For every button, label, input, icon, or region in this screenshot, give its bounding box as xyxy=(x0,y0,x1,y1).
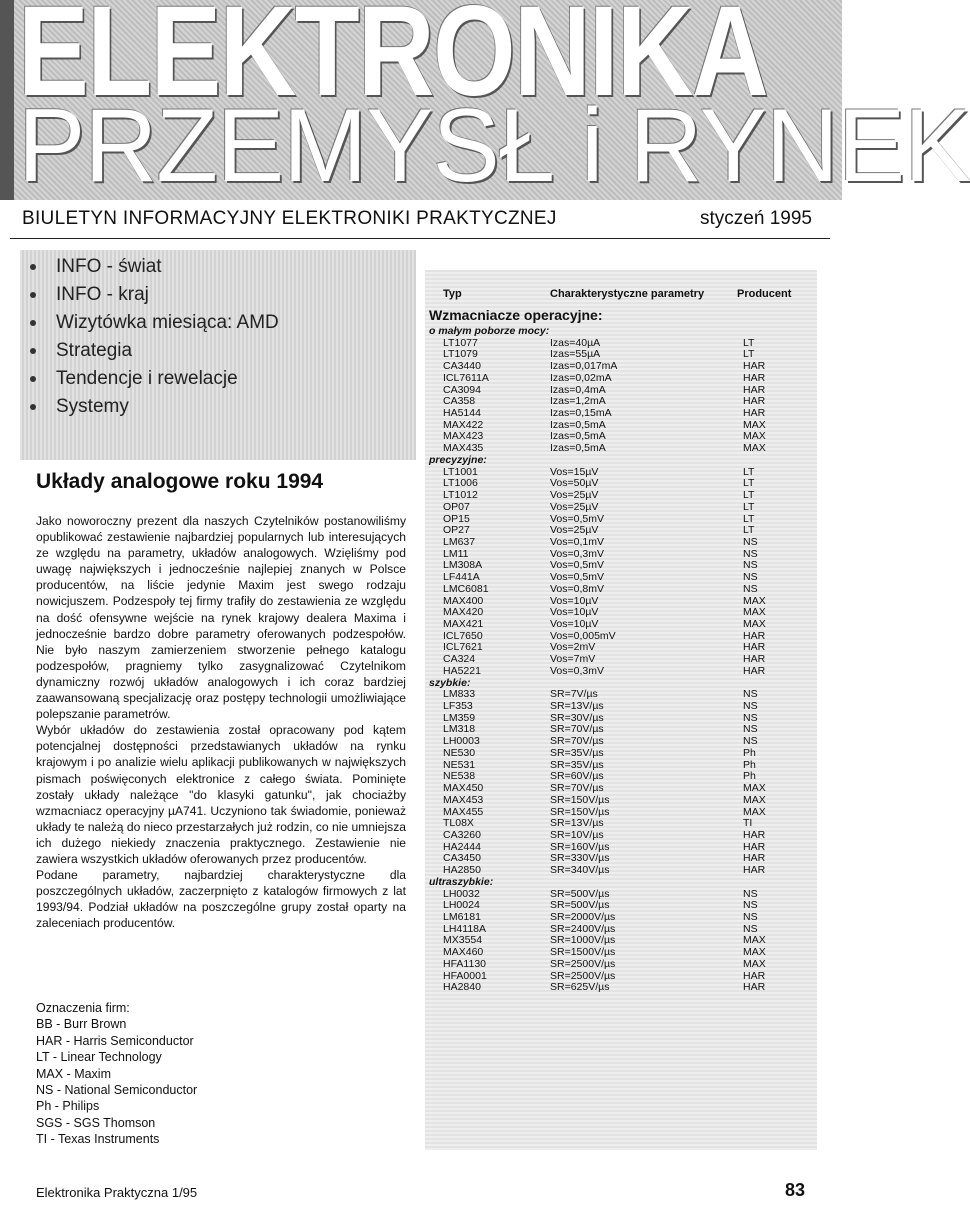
part-param: Vos=0,005mV xyxy=(550,629,616,642)
masthead-title-line2: PRZEMYSŁ i RYNEK xyxy=(18,88,970,204)
table-row xyxy=(0,981,842,993)
part-type: LF441A xyxy=(443,571,480,584)
firm-legend-item: LT - Linear Technology xyxy=(36,1050,162,1065)
part-param: SR=2500V/µs xyxy=(550,969,616,982)
table-row xyxy=(0,864,842,876)
part-param: SR=2000V/µs xyxy=(550,911,616,923)
part-type: MAX455 xyxy=(443,805,484,818)
part-type: MAX420 xyxy=(443,606,484,619)
part-param: Izas=0,15mA xyxy=(550,407,612,420)
part-param: Izas=0,017mA xyxy=(550,360,618,373)
table-section-label: ultraszybkie: xyxy=(429,875,494,888)
masthead-subtitle: BIULETYN INFORMACYJNY ELEKTRONIKI PRAKTYCZNEJ xyxy=(22,208,557,229)
firm-legend-item: Ph - Philips xyxy=(36,1099,100,1114)
article-title: Układy analogowe roku 1994 xyxy=(36,470,324,493)
part-producer: MAX xyxy=(743,782,766,795)
part-producer: NS xyxy=(743,735,758,748)
part-type: LMC6081 xyxy=(443,582,489,595)
header-divider xyxy=(10,238,830,239)
part-type: LF353 xyxy=(443,700,473,713)
menu-item-company-card[interactable] xyxy=(30,312,279,334)
part-type: LT1012 xyxy=(443,489,478,502)
part-param: Izas=55µA xyxy=(550,348,601,361)
table-row xyxy=(0,489,842,501)
article-paragraph: Wybór układów do zestawienia został opracowany pod kątem potencjalnej dostępności przedstawianych układów na rynku krajowym i po analizie wielu aplikacji publikowanych w największych pismach poświęconych elektronice z całego świata. Pominięte zostały układy należące "do klasyki gatunku", jak chociażby wzmacniacz operacyjny µA741. Uczyniono tak świadomie, ponieważ układy te należą do nieco przestarzałych już rodzin, co nie umniejsza ich dużego niekiedy znaczenia praktycznego. Zestawienie nie zawiera wszystkich układów oferowanych przez producentów. xyxy=(36,723,406,866)
part-type: LH0003 xyxy=(443,735,480,748)
table-header-producer: Producent xyxy=(737,288,792,300)
page-number: 83 xyxy=(784,1180,805,1200)
part-producer: HAR xyxy=(743,852,766,865)
part-param: Vos=0,5mV xyxy=(550,571,604,584)
part-param: Izas=0,5mA xyxy=(550,418,606,431)
table-row xyxy=(0,899,842,911)
part-param: Vos=10µV xyxy=(550,594,599,607)
part-producer: MAX xyxy=(743,934,766,947)
table-row xyxy=(0,466,842,478)
part-param: Vos=25µV xyxy=(550,524,599,537)
part-param: SR=150V/µs xyxy=(550,793,610,806)
table-row xyxy=(0,688,842,700)
table-row xyxy=(0,477,842,489)
table-group-title: Wzmacniacze operacyjne: xyxy=(429,307,603,323)
part-type: MAX422 xyxy=(443,418,484,431)
part-type: HA2840 xyxy=(443,981,481,994)
part-type: MAX453 xyxy=(443,793,484,806)
article-paragraph: Podane parametry, najbardziej charakterystyczne dla poszczególnych układów, zaczerpnięto z katalogów firmowych z lat 1993/94. Podział układów na poszczególne grupy został oparty na zaleceniach producentów. xyxy=(36,868,406,931)
table-row xyxy=(0,735,842,747)
part-type: LH0032 xyxy=(443,887,480,900)
part-producer: NS xyxy=(743,559,758,572)
table-row xyxy=(0,430,842,442)
part-type: HFA1130 xyxy=(443,957,486,970)
part-param: SR=13V/µs xyxy=(550,700,604,713)
part-type: OP27 xyxy=(443,524,470,537)
part-producer: LT xyxy=(743,336,755,349)
masthead-banner xyxy=(0,0,970,204)
part-producer: MAX xyxy=(743,946,766,959)
part-type: MAX460 xyxy=(443,946,484,959)
part-type: LH0024 xyxy=(443,899,480,912)
part-type: CA3260 xyxy=(443,828,481,841)
table-row xyxy=(0,513,842,525)
part-type: CA3450 xyxy=(443,852,481,865)
table-row xyxy=(0,595,842,607)
menu-item-label: Tendencje i rewelacje xyxy=(56,368,238,389)
menu-item-info-country[interactable] xyxy=(30,284,149,306)
part-producer: MAX xyxy=(743,957,766,970)
table-row xyxy=(0,923,842,935)
part-type: LM308A xyxy=(443,559,483,572)
part-type: CA358 xyxy=(443,395,476,408)
issue-date: styczeń 1995 xyxy=(700,208,812,229)
part-type: LT1079 xyxy=(443,348,478,361)
part-param: Izas=0,5mA xyxy=(550,442,606,455)
part-param: SR=13V/µs xyxy=(550,817,604,830)
part-param: Izas=0,5mA xyxy=(550,430,606,443)
part-param: SR=2400V/µs xyxy=(550,922,616,935)
part-type: HFA0001 xyxy=(443,969,487,982)
table-row xyxy=(0,348,842,360)
table-row xyxy=(0,337,842,349)
table-row xyxy=(0,630,842,642)
part-param: Vos=0,8mV xyxy=(550,582,604,595)
table-row xyxy=(0,817,842,829)
part-producer: HAR xyxy=(743,371,766,384)
part-producer: MAX xyxy=(743,594,766,607)
part-producer: MAX xyxy=(743,606,766,619)
table-row xyxy=(0,958,842,970)
table-row xyxy=(0,442,842,454)
part-param: Vos=25µV xyxy=(550,489,599,502)
masthead-edge xyxy=(0,0,14,200)
part-type: NE531 xyxy=(443,758,476,771)
part-producer: HAR xyxy=(743,653,766,666)
part-param: Vos=0,5mV xyxy=(550,512,604,525)
table-row xyxy=(0,829,842,841)
part-type: LT1006 xyxy=(443,477,478,490)
firm-legend-item: MAX - Maxim xyxy=(36,1066,111,1081)
part-param: SR=60V/µs xyxy=(550,770,604,783)
table-row xyxy=(0,888,842,900)
table-row xyxy=(0,571,842,583)
part-param: SR=2500V/µs xyxy=(550,957,616,970)
part-producer: NS xyxy=(743,922,758,935)
part-type: LT1001 xyxy=(443,465,478,478)
part-param: Izas=1,2mA xyxy=(550,395,606,408)
part-producer: HAR xyxy=(743,969,766,982)
table-row xyxy=(0,782,842,794)
part-type: LM6181 xyxy=(443,911,481,923)
table-row xyxy=(0,395,842,407)
table-row xyxy=(0,618,842,630)
part-type: NE538 xyxy=(443,770,476,783)
firm-legend-item: BB - Burr Brown xyxy=(36,1017,127,1032)
part-param: Vos=0,3mV xyxy=(550,547,604,560)
part-producer: MAX xyxy=(743,618,766,630)
firm-legend xyxy=(36,1000,197,1148)
table-header-type: Typ xyxy=(443,288,462,300)
part-producer: NS xyxy=(743,723,758,736)
part-producer: MAX xyxy=(743,418,766,431)
part-param: SR=1000V/µs xyxy=(550,934,616,947)
part-param: Izas=40µA xyxy=(550,336,601,349)
part-param: SR=160V/µs xyxy=(550,840,610,853)
part-param: SR=330V/µs xyxy=(550,852,610,865)
part-producer: LT xyxy=(743,524,755,537)
table-row xyxy=(0,946,842,958)
menu-item-label: INFO - świat xyxy=(56,256,162,277)
part-producer: NS xyxy=(743,887,758,900)
table-row xyxy=(0,641,842,653)
table-row xyxy=(0,770,842,782)
firm-legend-item: HAR - Harris Semiconductor xyxy=(36,1033,194,1048)
part-param: Vos=0,1mV xyxy=(550,535,604,548)
part-producer: LT xyxy=(743,348,755,361)
part-producer: NS xyxy=(743,571,758,584)
part-producer: HAR xyxy=(743,981,766,994)
part-param: SR=70V/µs xyxy=(550,782,604,795)
article-paragraph: Jako noworoczny prezent dla naszych Czytelników postanowiliśmy opublikować zestawienie najbardziej popularnych lub interesujących ze względu na parametry, układów analogowych. Wzięliśmy pod uwagę największych i jednocześnie najlepiej znanych w Polsce producentów, na liście jedynie Maxim jest swego rodzaju nowicjuszem. Podzespoły tej firmy trafiły do zestawienia ze względu na dość ofensywne wejście na rynek krajowy dealera Maxima i jednocześnie bardzo dobre parametry oferowanych podzespołów. Nie było naszym zamierzeniem stworzenie pełnego katalogu podzespołów, pragniemy tylko zasygnalizować Czytelnikom dynamiczny rozwój układów analogowych i ich coraz bardziej zaawansowaną specjalizację oraz postępy technologii umożliwiające polepszanie parametrów. xyxy=(36,514,406,722)
part-param: SR=30V/µs xyxy=(550,711,604,724)
table-row xyxy=(0,723,842,735)
table-row xyxy=(0,806,842,818)
part-producer: NS xyxy=(743,688,758,701)
part-param: SR=10V/µs xyxy=(550,828,604,841)
table-row xyxy=(0,911,842,923)
menu-item-label: Wizytówka miesiąca: AMD xyxy=(56,312,279,333)
part-producer: MAX xyxy=(743,805,766,818)
table-row xyxy=(0,794,842,806)
part-type: OP15 xyxy=(443,512,470,525)
masthead-title: ELEKTRONIKA xyxy=(18,0,768,123)
part-producer: NS xyxy=(743,711,758,724)
part-producer: TI xyxy=(743,817,753,830)
part-param: Vos=7mV xyxy=(550,653,596,666)
firm-legend-item: NS - National Semiconductor xyxy=(36,1083,198,1098)
part-producer: NS xyxy=(743,700,758,713)
part-param: SR=7V/µs xyxy=(550,688,598,701)
bullet-icon xyxy=(30,320,36,326)
part-producer: HAR xyxy=(743,360,766,373)
table-row xyxy=(0,759,842,771)
table-row xyxy=(0,384,842,396)
part-type: LT1077 xyxy=(443,336,478,349)
table-row xyxy=(0,583,842,595)
part-producer: HAR xyxy=(743,664,766,677)
firm-legend-item: SGS - SGS Thomson xyxy=(36,1115,156,1130)
table-section-label: o małym poborze mocy: xyxy=(429,325,550,337)
part-param: Vos=10µV xyxy=(550,618,599,630)
firm-legend-heading: Oznaczenia firm: xyxy=(36,1001,130,1015)
part-producer: HAR xyxy=(743,864,766,877)
part-param: SR=70V/µs xyxy=(550,735,604,748)
table-row xyxy=(0,501,842,513)
footer-publication: Elektronika Praktyczna 1/95 xyxy=(36,1185,198,1200)
part-producer: NS xyxy=(743,535,758,548)
part-producer: LT xyxy=(743,489,755,502)
menu-item-label: INFO - kraj xyxy=(56,284,149,305)
table-row xyxy=(0,852,842,864)
part-param: Vos=25µV xyxy=(550,500,599,513)
part-param: SR=70V/µs xyxy=(550,723,604,736)
part-param: SR=35V/µs xyxy=(550,746,604,759)
part-type: MAX435 xyxy=(443,442,484,455)
menu-item-label: Systemy xyxy=(56,396,129,417)
part-type: MX3554 xyxy=(443,934,483,947)
part-producer: LT xyxy=(743,512,755,525)
part-param: Izas=0,4mA xyxy=(550,383,606,396)
part-type: LM833 xyxy=(443,688,476,701)
part-param: Vos=50µV xyxy=(550,477,599,490)
part-type: LH4118A xyxy=(443,922,487,935)
part-producer: Ph xyxy=(743,746,756,759)
part-type: HA2850 xyxy=(443,864,481,877)
table-row xyxy=(0,841,842,853)
table-row xyxy=(0,372,842,384)
part-producer: LT xyxy=(743,477,755,490)
menu-item-info-world[interactable] xyxy=(30,256,162,278)
bullet-icon xyxy=(30,264,36,270)
part-type: ICL7650 xyxy=(443,629,483,642)
part-param: Izas=0,02mA xyxy=(550,371,612,384)
part-param: Vos=10µV xyxy=(550,606,599,619)
part-type: MAX423 xyxy=(443,430,484,443)
table-row xyxy=(0,548,842,560)
part-type: MAX421 xyxy=(443,618,484,630)
part-param: SR=35V/µs xyxy=(550,758,604,771)
part-producer: HAR xyxy=(743,641,766,654)
part-param: Vos=0,5mV xyxy=(550,559,604,572)
part-param: Vos=15µV xyxy=(550,465,599,478)
part-param: SR=500V/µs xyxy=(550,899,610,912)
part-producer: HAR xyxy=(743,828,766,841)
firm-legend-item: TI - Texas Instruments xyxy=(36,1132,160,1147)
part-producer: NS xyxy=(743,582,758,595)
table-row xyxy=(0,712,842,724)
part-producer: Ph xyxy=(743,770,756,783)
table-row xyxy=(0,665,842,677)
part-producer: MAX xyxy=(743,793,766,806)
part-type: CA3094 xyxy=(443,383,481,396)
part-producer: LT xyxy=(743,465,755,478)
part-type: CA3440 xyxy=(443,360,481,373)
part-producer: Ph xyxy=(743,758,756,771)
part-type: MAX400 xyxy=(443,594,484,607)
part-producer: NS xyxy=(743,547,758,560)
part-producer: HAR xyxy=(743,407,766,420)
part-type: NE530 xyxy=(443,746,476,759)
table-row xyxy=(0,559,842,571)
table-row xyxy=(0,700,842,712)
part-type: LM359 xyxy=(443,711,476,724)
part-param: SR=340V/µs xyxy=(550,864,610,877)
part-type: ICL7611A xyxy=(443,371,489,384)
table-row xyxy=(0,360,842,372)
table-row xyxy=(0,407,842,419)
part-producer: NS xyxy=(743,911,758,923)
part-param: SR=150V/µs xyxy=(550,805,610,818)
part-producer: LT xyxy=(743,500,755,513)
part-producer: HAR xyxy=(743,840,766,853)
table-row xyxy=(0,747,842,759)
table-section-label: precyzyjne: xyxy=(429,453,487,466)
part-producer: HAR xyxy=(743,395,766,408)
part-type: ICL7621 xyxy=(443,641,483,654)
part-type: TL08X xyxy=(443,817,474,830)
table-header-params: Charakterystyczne parametry xyxy=(550,288,705,300)
part-type: LM637 xyxy=(443,535,476,548)
part-producer: MAX xyxy=(743,430,766,443)
part-producer: HAR xyxy=(743,629,766,642)
part-producer: HAR xyxy=(743,383,766,396)
part-param: SR=625V/µs xyxy=(550,981,610,994)
part-param: SR=500V/µs xyxy=(550,887,610,900)
part-type: MAX450 xyxy=(443,782,484,795)
bullet-icon xyxy=(30,292,36,298)
part-param: Vos=2mV xyxy=(550,641,596,654)
part-type: HA5144 xyxy=(443,407,481,420)
table-row xyxy=(0,524,842,536)
part-type: LM318 xyxy=(443,723,476,736)
table-row xyxy=(0,934,842,946)
table-section-label: szybkie: xyxy=(429,676,471,689)
table-row xyxy=(0,606,842,618)
part-producer: NS xyxy=(743,899,758,912)
part-type: LM11 xyxy=(443,547,469,560)
table-row xyxy=(0,653,842,665)
part-type: OP07 xyxy=(443,500,470,513)
part-producer: MAX xyxy=(743,442,766,455)
part-param: Vos=0,3mV xyxy=(550,664,604,677)
part-type: HA2444 xyxy=(443,840,481,853)
part-type: HA5221 xyxy=(443,664,481,677)
part-type: CA324 xyxy=(443,653,476,666)
table-row xyxy=(0,536,842,548)
part-param: SR=1500V/µs xyxy=(550,946,616,959)
table-row xyxy=(0,419,842,431)
table-row xyxy=(0,970,842,982)
menu-item-label: Strategia xyxy=(56,340,133,361)
